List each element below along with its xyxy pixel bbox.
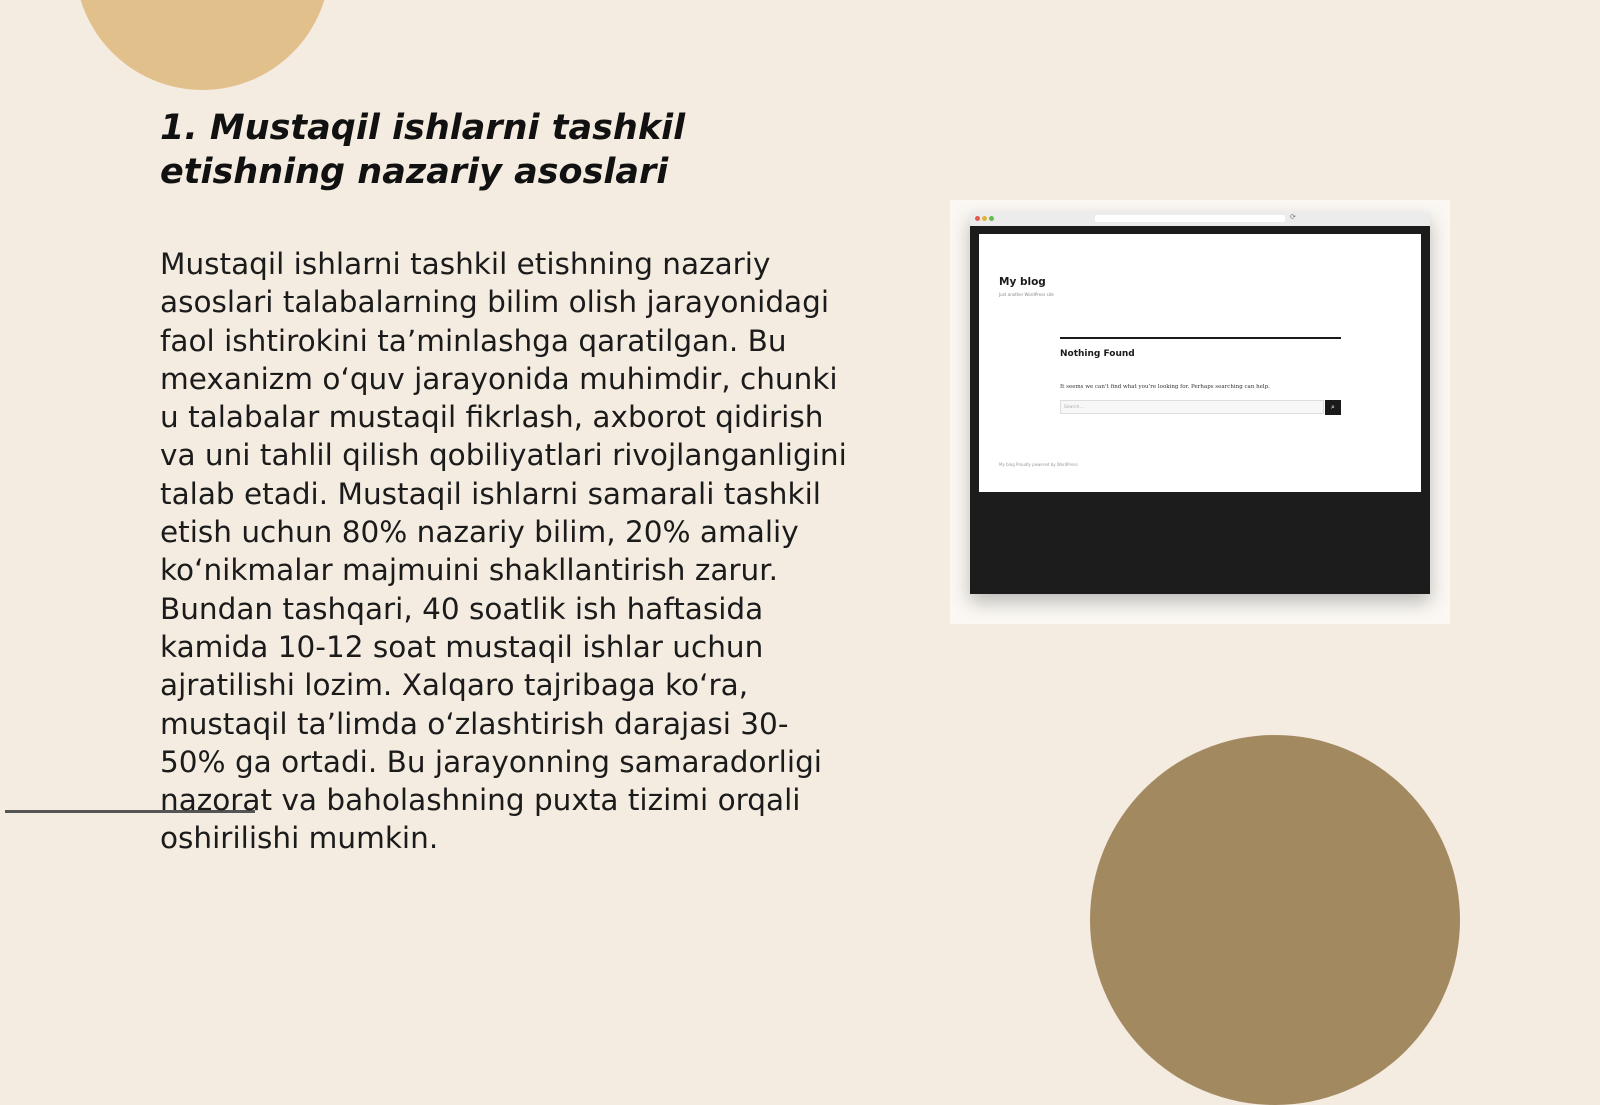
close-dot-icon <box>975 216 980 221</box>
browser-toolbar <box>970 212 1430 226</box>
blog-footer: My blog Proudly powered by WordPress <box>999 462 1078 467</box>
content-divider <box>1060 337 1341 339</box>
decorative-circle-top <box>75 0 330 90</box>
search-input: Search… <box>1060 400 1324 414</box>
search-icon: ⌕ <box>1325 400 1341 415</box>
nothing-found-message: It seems we can’t find what you’re looking for. Perhaps searching can help. <box>1060 384 1270 390</box>
minimize-dot-icon <box>982 216 987 221</box>
decorative-circle-bottom <box>1090 735 1460 1105</box>
slide-body-text: Mustaqil ishlarni tashkil etishning nazariy asoslari talabalarning bilim olish jarayonidagi faol ishtirokini ta’minlashga qaratilgan. Bu mexanizm o‘quv jarayonida muhimdir, chunki u talabalar mustaqil fikrlash, axborot qidirish va uni tahlil qilish qobiliyatlari rivojlanganligini talab etadi. Mustaqil ishlarni samarali tashkil etish uchun 80% nazariy bilim, 20% amaliy ko‘nikmalar majmuini shakllantirish zarur. Bundan tashqari, 40 soatlik ish haftasida kamida 10-12 soat mustaqil ishlar uchun ajratilishi lozim. Xalqaro tajribaga ko‘ra, mustaqil ta’limda o‘zlashtirish darajasi 30-50% ga ortadi. Bu jarayonning samaradorligi nazorat va baholashning puxta tizimi orqali oshirilishi mumkin. <box>160 247 847 856</box>
browser-window-image <box>970 212 1430 594</box>
blog-title: My blog <box>999 276 1046 288</box>
slide-title: 1. Mustaqil ishlarni tashkil etishning nazariy asoslari <box>160 108 686 192</box>
maximize-dot-icon <box>989 216 994 221</box>
blog-tagline: Just another WordPress site <box>999 292 1054 297</box>
refresh-icon: ⟳ <box>1290 213 1296 221</box>
blog-page <box>979 234 1421 492</box>
nothing-found-heading: Nothing Found <box>1060 349 1135 359</box>
screenshot-image-frame <box>950 200 1450 624</box>
url-bar <box>1095 215 1285 222</box>
